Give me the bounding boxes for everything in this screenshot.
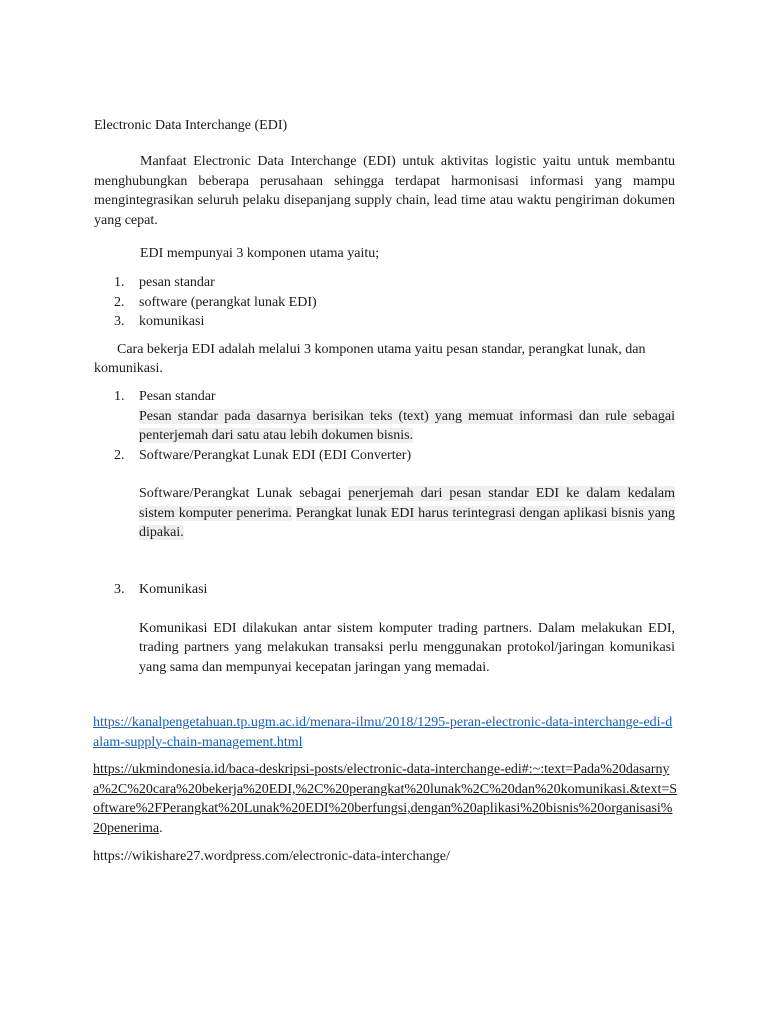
highlighted-text: Pesan standar pada dasarnya berisikan teks (text) yang memuat informasi dan rule sebagai penterjemah dari satu atau lebih dokumen bisnis.: [139, 408, 675, 444]
detail-item-standard-message: [94, 387, 675, 445]
detail-heading: Komunikasi: [139, 582, 208, 598]
reference-suffix: .: [159, 820, 163, 836]
document-body: [94, 116, 675, 677]
list-number: 3.: [114, 314, 125, 330]
detail-heading: Pesan standar: [139, 389, 216, 405]
list-number: 2.: [114, 447, 125, 463]
list-number: 2.: [114, 294, 125, 310]
highlighted-text: penerjemah dari pesan standar EDI ke dalam kedalam sistem komputer penerima.: [139, 486, 675, 521]
intro-paragraph: Manfaat Electronic Data Interchange (EDI) untuk aktivitas logistic yaitu untuk membantu menghubungkan beberapa perusahaan sehingga terdapat harmonisasi informasi yang mampu mengintegrasikan seluruh pelaku disepanjang supply chain, lead time atau waktu pengiriman dokumen yang cepat.: [94, 154, 675, 228]
reference-1: [93, 713, 678, 752]
list-item: [94, 293, 675, 312]
document-title: Electronic Data Interchange (EDI): [94, 118, 288, 133]
highlighted-text: Perangkat lunak EDI harus terintegrasi dengan aplikasi bisnis yang dipakai.: [139, 505, 675, 540]
detail-heading: Software/Perangkat Lunak EDI (EDI Converter): [139, 447, 412, 463]
detail-body-part: Software/Perangkat Lunak sebagai: [139, 486, 342, 502]
how-it-works-paragraph: Cara bekerja EDI adalah melalui 3 komponen utama yaitu pesan standar, perangkat lunak, dan komunikasi.: [94, 341, 646, 377]
list-item-text: pesan standar: [139, 275, 215, 291]
list-number: 1.: [114, 275, 125, 291]
reference-link-ukmindonesia[interactable]: https://ukmindonesia.id/baca-deskripsi-posts/electronic-data-interchange-edi#:~:text=Pada%20dasarnya%2C%20cara%20bekerja%20EDI,%2C%20perangkat%20lunak%2C%20dan%20komunikasi.&text=Software%2FPerangkat%20Lunak%20EDI%20berfungsi,dengan%20aplikasi%20bisnis%20organisasi%20penerima: [93, 762, 678, 836]
detail-item-communication: [94, 580, 675, 677]
list-number: 3.: [114, 582, 125, 598]
components-list: [94, 273, 675, 331]
reference-link-ugm[interactable]: https://kanalpengetahuan.tp.ugm.ac.id/menara-ilmu/2018/1295-peran-electronic-data-interchange-edi-dalam-supply-chain-management.html: [93, 715, 673, 750]
list-item: [94, 273, 675, 292]
detail-item-software: [94, 446, 675, 581]
reference-3: [93, 847, 678, 867]
detail-body: [139, 407, 675, 446]
list-number: 1.: [114, 389, 125, 405]
detail-body: Komunikasi EDI dilakukan antar sistem komputer trading partners. Dalam melakukan EDI, trading partners yang melakukan transaksi perlu menggunakan protokol/jaringan komunikasi yang sama dan mempunyai kecepatan jaringan yang memadai.: [139, 620, 675, 675]
reference-2: [93, 760, 678, 838]
components-intro: EDI mempunyai 3 komponen utama yaitu;: [140, 246, 380, 262]
references-section: [93, 713, 678, 874]
list-item-text: komunikasi: [139, 314, 205, 330]
list-item-text: software (perangkat lunak EDI): [139, 294, 317, 310]
details-list: [94, 387, 675, 676]
list-item: [94, 312, 675, 331]
detail-body: [139, 484, 675, 542]
reference-link-wikishare[interactable]: https://wikishare27.wordpress.com/electronic-data-interchange/: [93, 848, 450, 864]
